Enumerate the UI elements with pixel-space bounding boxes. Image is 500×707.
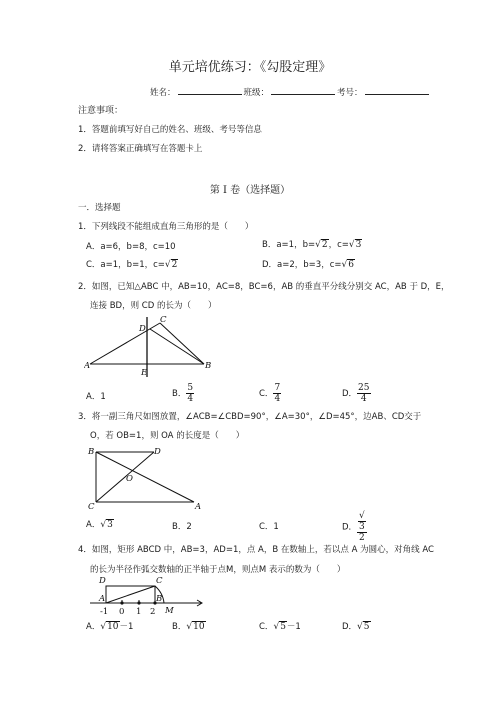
part-title: 一．选择题 [78,203,121,213]
segment-cb [160,323,204,364]
sqrt-symbol: √2 [315,240,328,250]
sqrt-symbol: √2 [164,260,178,270]
q2-option-a[interactable]: A．1 [86,392,106,402]
q1-option-b[interactable] [262,238,362,250]
label-d: D [154,447,161,457]
student-info-line [150,85,431,98]
q3-stem-line1: 3．将一副三角尺如图放置，∠ACB=∠CBD=90°，∠A=30°，∠D=45°，边AB、CD交于 [78,412,422,422]
q3-option-a[interactable] [86,518,114,530]
radicand: 5 [363,622,370,632]
q4-option-a[interactable] [86,620,133,632]
q1-stem: 1．下列线段不能组成直角三角形的是（ ） [78,222,254,232]
denominator: 4 [274,394,281,404]
volume-title: 第 I 卷（选择题） [209,185,291,196]
q1-option-d-text: D．a=2，b=3，c= [262,260,342,270]
q3-option-d-text: D． [342,522,358,533]
q2-option-c-text: C． [259,389,274,399]
sqrt-symbol: √ 3 [359,511,365,532]
label-a: A [84,361,91,371]
radicand: 5 [280,622,286,632]
label-b: B [88,447,95,457]
q3-stem-line2: O，若 OB=1，则 OA 的长度是（ ） [90,431,245,441]
radicand: 2 [171,260,178,270]
radicand: 3 [355,240,362,250]
class-field[interactable] [271,85,335,95]
q2-option-d[interactable] [342,383,371,404]
numerator [357,511,367,533]
denominator: 4 [187,394,194,404]
diagonal-ac [106,586,155,603]
q4-option-b[interactable] [172,620,206,632]
name-field[interactable] [178,85,242,95]
q2-option-c[interactable] [259,383,281,404]
sqrt-symbol: √10 [186,622,205,632]
tick-label-1: 1 [136,607,142,617]
label-d: D [139,324,146,334]
q4-option-b-text: B． [172,622,187,632]
sqrt-symbol: √6 [341,260,354,270]
page-title: 单元培优练习：《勾股定理》 [168,60,332,75]
q4-number-line-figure [84,572,209,618]
tick-label-minus-1: -1 [100,607,109,617]
radicand: 3 [359,522,365,532]
q4-stem-line1: 4．如图，矩形 ABCD 中，AB=3，AD=1，点 A，B 在数轴上，若以点 A 为圆心，对角线 AC [78,545,434,555]
notice-heading: 注意事项： [78,106,124,116]
label-a: A [195,502,202,511]
segment-db [150,329,204,364]
q2-triangle-figure [84,313,214,379]
q3-option-b[interactable]: B．2 [172,522,192,532]
denominator: 2 [359,533,365,543]
sqrt-symbol: √10 [100,622,119,632]
q2-stem-line2: 连接 BD，则 CD 的长为（ ） [90,301,217,311]
sqrt-symbol: √5 [273,622,286,632]
label-a: A [99,594,106,604]
fraction [273,383,281,404]
numerator: 25 [358,383,370,393]
q2-stem-line1: 2．如图，已知△ABC 中，AB=10，AC=8，BC=6，AB 的垂直平分线分别交 AC，AB 于 D，E， [78,282,450,292]
radicand: 3 [107,520,113,530]
tick-label-0: 0 [119,607,125,617]
q3-option-c[interactable]: C．1 [259,522,279,532]
label-c: C [156,576,163,586]
name-label: 姓名： [150,88,176,98]
fraction [186,383,194,404]
exam-number-field[interactable] [365,85,429,95]
sqrt-symbol: √3 [348,240,362,250]
q4-option-d-text: D． [342,622,358,632]
radicand: 10 [193,622,205,632]
q3-option-a-text: A． [86,520,101,530]
q1-option-d[interactable] [262,258,355,270]
q1-option-b-mid: ，c= [328,240,349,250]
label-d: D [99,576,106,586]
label-c: C [160,315,167,325]
q1-option-c-text: C．a=1，b=1，c= [86,260,165,270]
q4-option-a-tail: －1 [119,622,134,632]
q4-option-c[interactable] [259,620,301,632]
q3-set-squares-figure [84,443,214,511]
q2-option-b-text: B． [172,389,187,399]
tick-label-2: 2 [150,607,156,617]
numerator: 5 [187,383,194,393]
sqrt-symbol: √3 [100,520,113,530]
q4-stem-line2: 的长为半径作弧交数轴的正半轴于点M，则点M 表示的数为（ ） [90,565,346,575]
label-e: E [141,368,148,378]
radicand: 6 [348,260,354,270]
segment-ac [90,323,160,364]
fraction [357,383,370,404]
notice-item-1: 1．答题前填写好自己的姓名、班级、考号等信息 [78,125,262,135]
radicand: 2 [321,240,328,250]
sqrt-symbol: √5 [357,622,370,632]
notice-item-2: 2．请将答案正确填写在答题卡上 [78,144,203,154]
q3-option-d[interactable] [342,511,367,543]
label-b: B [205,361,212,371]
numerator: 7 [274,383,281,393]
exam-number-label: 考号： [337,88,363,98]
q4-option-a-text: A． [86,622,101,632]
radicand: 10 [107,622,119,632]
denominator: 4 [360,394,367,404]
q2-option-b[interactable] [172,383,194,404]
label-c: C [88,502,95,511]
label-o: O [126,474,133,484]
class-label: 班级： [243,88,270,98]
fraction [357,511,367,543]
q1-option-a[interactable]: A．a=6，b=8，c=10 [86,242,176,252]
q4-option-d[interactable] [342,620,371,632]
q1-option-b-text: B．a=1，b= [262,240,316,250]
q4-option-c-text: C． [259,622,274,632]
q1-option-c[interactable] [86,258,178,270]
q2-option-d-text: D． [342,389,358,399]
label-m: M [165,606,174,616]
label-b: B [156,594,163,604]
q4-option-c-tail: －1 [286,622,301,632]
